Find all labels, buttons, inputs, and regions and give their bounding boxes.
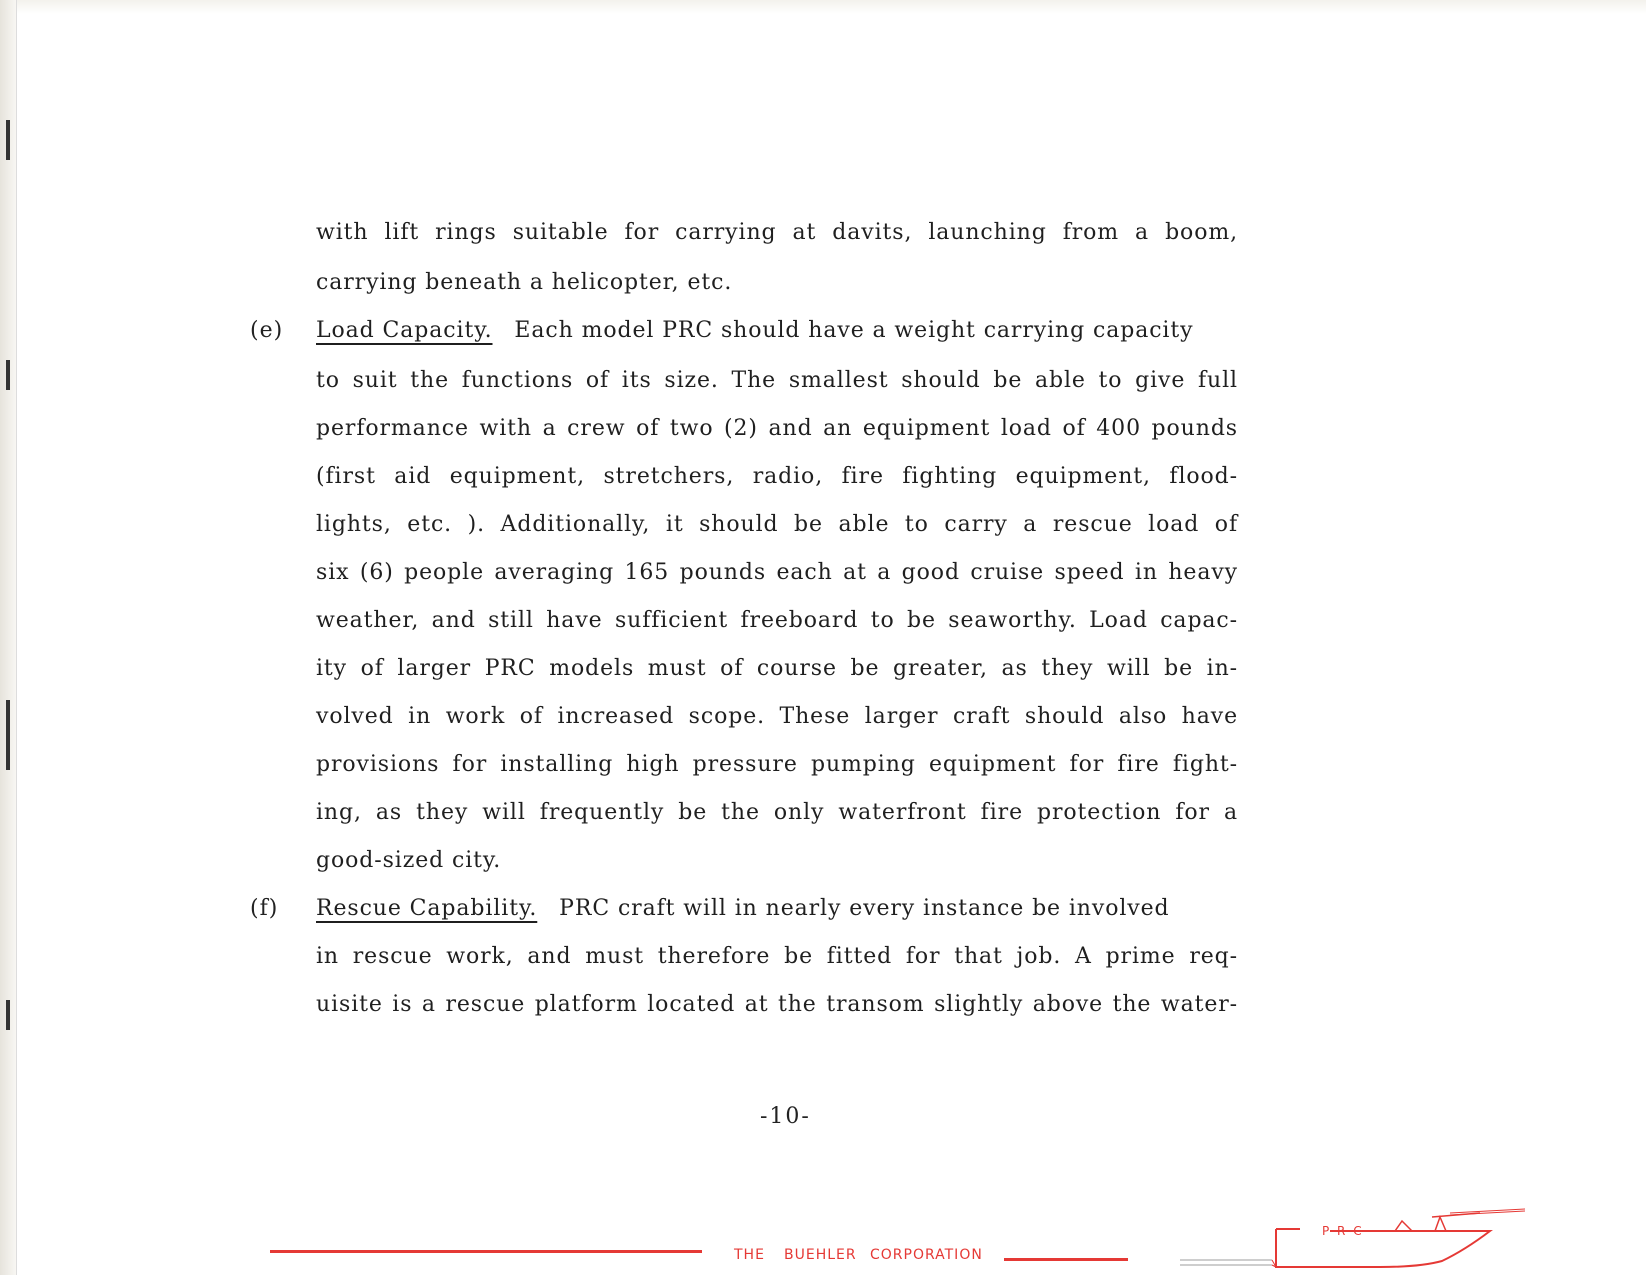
boat-cabin-icon [1395,1221,1412,1231]
page-number: -10- [760,1104,811,1129]
text-line: ing, as they will frequently be the only waterfront fire protection for a [316,800,1238,825]
page-binding [0,0,17,1275]
text-line: lights, etc. ). Additionally, it should be able to carry a rescue load of [316,512,1238,537]
text-line: with lift rings suitable for carrying at davits, launching from a boom, [316,220,1238,245]
section-first-line-e [316,318,1238,343]
prc-boat-logo [1180,1205,1540,1275]
section-marker-e: (e) [250,318,284,343]
text-line: volved in work of increased scope. These larger craft should also have [316,704,1238,729]
text-line: uisite is a rescue platform located at the transom slightly above the water- [316,992,1238,1017]
text-line: to suit the functions of its size. The smallest should be able to give full [316,368,1238,393]
binding-mark [6,360,10,390]
section-heading-rescue-capability: Rescue Capability. [316,896,538,921]
text-line: performance with a crew of two (2) and an equipment load of 400 pounds [316,416,1238,441]
text-line: ity of larger PRC models must of course be greater, as they will be in- [316,656,1238,681]
text-line: provisions for installing high pressure pumping equipment for fire fight- [316,752,1238,777]
section-first-line-f [316,896,1238,921]
text-line: (first aid equipment, stretchers, radio, fire fighting equipment, flood- [316,464,1238,489]
boat-label: P R C [1322,1224,1364,1238]
footer-company-corporation: CORPORATION [870,1247,983,1263]
boat-mast-icon [1432,1213,1480,1231]
text-line: weather, and still have sufficient freeboard to be seaworthy. Load capac- [316,608,1238,633]
boat-hull-icon [1276,1229,1490,1267]
text-line: in rescue work, and must therefore be fitted for that job. A prime req- [316,944,1238,969]
binding-mark [6,1000,10,1030]
section-heading-load-capacity: Load Capacity. [316,318,493,343]
footer-rule-left [270,1250,702,1253]
binding-mark [6,120,10,160]
binding-mark [6,700,10,770]
section-first-line-text: Each model PRC should have a weight carrying capacity [514,318,1194,343]
footer-rule-right [1004,1258,1128,1261]
section-marker-f: (f) [250,896,279,921]
footer-company-the: THE [734,1247,765,1263]
footer-company-buehler: BUEHLER [784,1247,857,1263]
text-line: six (6) people averaging 165 pounds each at a good cruise speed in heavy [316,560,1238,585]
section-first-line-text: PRC craft will in nearly every instance be involved [559,896,1170,921]
boat-antenna-icon [1450,1209,1525,1215]
text-line: good-sized city. [316,848,502,873]
text-line: carrying beneath a helicopter, etc. [316,270,733,295]
